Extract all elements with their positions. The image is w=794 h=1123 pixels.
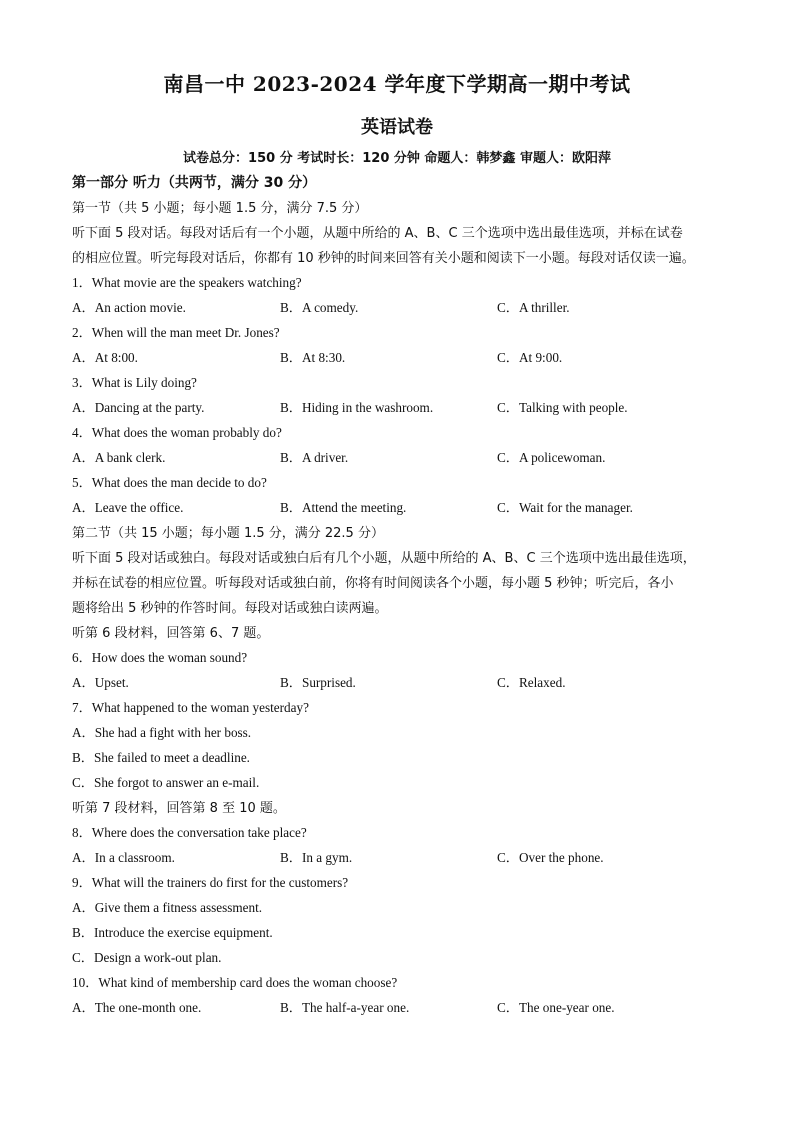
q1-option-c: C．A thriller. [497, 300, 570, 315]
q4-option-b: B．A driver. [280, 450, 349, 465]
section2-instruction-3: 题将给出 5 秒钟的作答时间。每段对话或独白读两遍。 [72, 601, 388, 616]
exam-meta: 试卷总分：150 分 考试时长：120 分钟 命题人：韩梦鑫 审题人：欧阳萍 [183, 151, 611, 166]
question-2: 2．When will the man meet Dr. Jones? [72, 325, 280, 340]
q2-option-c: C．At 9:00. [497, 350, 563, 365]
question-1: 1．What movie are the speakers watching? [72, 275, 302, 290]
q2-option-a: A．At 8:00. [72, 350, 138, 365]
q9-option-c: C．Design a work-out plan. [72, 950, 222, 965]
question-5: 5．What does the man decide to do? [72, 475, 267, 490]
q7-option-c: C．She forgot to answer an e-mail. [72, 775, 260, 790]
q8-option-a: A．In a classroom. [72, 850, 175, 865]
q7-option-a: A．She had a fight with her boss. [72, 725, 252, 740]
q8-option-b: B．In a gym. [280, 850, 353, 865]
question-10: 10．What kind of membership card does the woman choose? [72, 975, 398, 990]
q6-option-a: A．Upset. [72, 675, 129, 690]
section2-instruction-2: 并标在试卷的相应位置。听每段对话或独白前，你将有时间阅读各个小题，每小题 5 秒钟；听完后，各小 [72, 576, 674, 591]
part1-heading: 第一部分 听力（共两节，满分 30 分） [72, 175, 317, 191]
q5-option-c: C．Wait for the manager. [497, 500, 633, 515]
q10-option-b: B．The half-a-year one. [280, 1000, 410, 1015]
q1-option-a: A．An action movie. [72, 300, 186, 315]
q10-option-a: A．The one-month one. [72, 1000, 202, 1015]
q6-option-b: B．Surprised. [280, 675, 356, 690]
q7-option-b: B．She failed to meet a deadline. [72, 750, 250, 765]
q3-option-a: A．Dancing at the party. [72, 400, 205, 415]
section1-heading: 第一节（共 5 小题；每小题 1.5 分，满分 7.5 分） [72, 201, 368, 216]
q6-option-c: C．Relaxed. [497, 675, 566, 690]
q9-option-a: A．Give them a fitness assessment. [72, 900, 263, 915]
q4-option-c: C．A policewoman. [497, 450, 606, 465]
question-3: 3．What is Lily doing? [72, 375, 197, 390]
q5-option-b: B．Attend the meeting. [280, 500, 407, 515]
q5-option-a: A．Leave the office. [72, 500, 184, 515]
q10-option-c: C．The one-year one. [497, 1000, 615, 1015]
exam-title: 南昌一中 2023-2024 学年度下学期高一期中考试 [163, 72, 631, 96]
q1-option-b: B．A comedy. [280, 300, 359, 315]
question-7: 7．What happened to the woman yesterday? [72, 700, 309, 715]
question-4: 4．What does the woman probably do? [72, 425, 282, 440]
section1-instruction-1: 听下面 5 段对话。每段对话后有一个小题，从题中所给的 A、B、C 三个选项中选出最佳选项，并标在试卷 [72, 226, 683, 241]
material-7-heading: 听第 7 段材料，回答第 8 至 10 题。 [72, 801, 286, 816]
q3-option-b: B．Hiding in the washroom. [280, 400, 434, 415]
question-9: 9．What will the trainers do first for the customers? [72, 875, 349, 890]
q9-option-b: B．Introduce the exercise equipment. [72, 925, 273, 940]
q3-option-c: C．Talking with people. [497, 400, 628, 415]
q4-option-a: A．A bank clerk. [72, 450, 166, 465]
section2-heading: 第二节（共 15 小题；每小题 1.5 分，满分 22.5 分） [72, 526, 384, 541]
q2-option-b: B．At 8:30. [280, 350, 346, 365]
question-6: 6．How does the woman sound? [72, 650, 248, 665]
section2-instruction-1: 听下面 5 段对话或独白。每段对话或独白后有几个小题，从题中所给的 A、B、C 三个选项中选出最佳选项， [72, 551, 696, 566]
section1-instruction-2: 的相应位置。听完每段对话后，你都有 10 秒钟的时间来回答有关小题和阅读下一小题。每段对话仅读一遍。 [72, 251, 695, 266]
exam-subtitle: 英语试卷 [361, 117, 433, 138]
q8-option-c: C．Over the phone. [497, 850, 604, 865]
material-6-heading: 听第 6 段材料，回答第 6、7 题。 [72, 626, 270, 641]
question-8: 8．Where does the conversation take place? [72, 825, 307, 840]
